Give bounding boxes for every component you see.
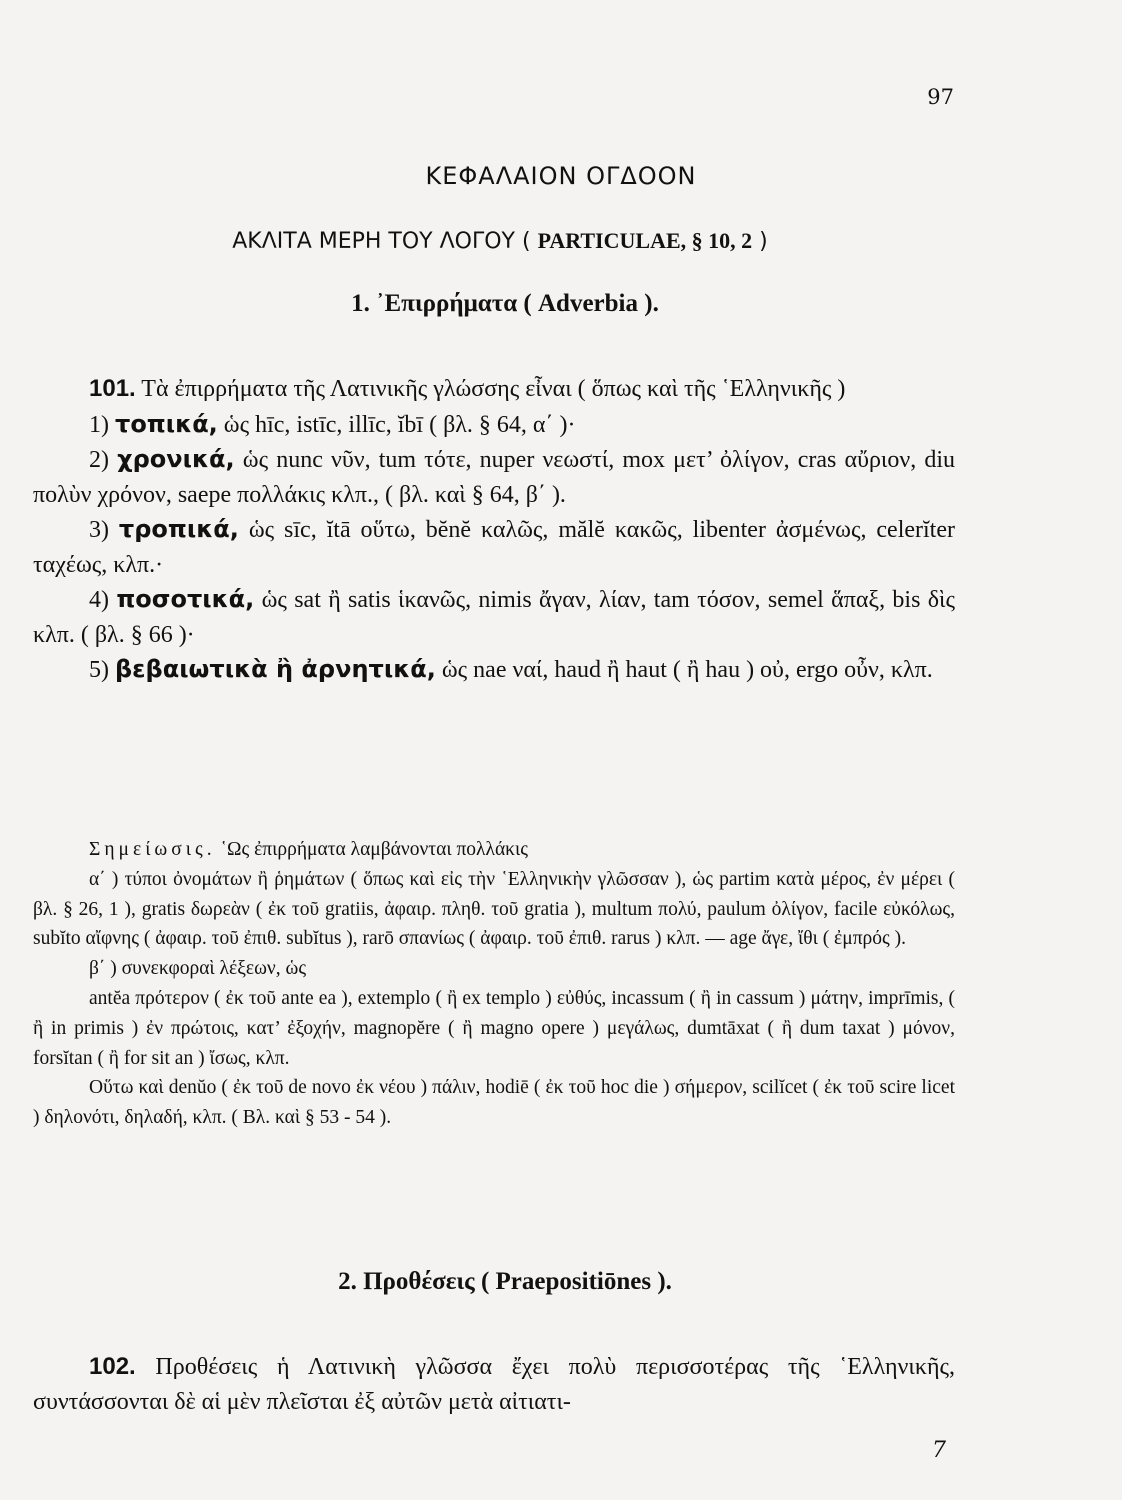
item-5-label: 5) [89, 657, 109, 683]
item-2-text: ὡς nunc νῦν, tum τότε, nuper νεωστί, mox μετ’ ὀλίγον, cras αὔριον, diu πολὺν χρόνον, saepe πολλάκις κλπ., ( βλ. καὶ § 64, β΄ ). [33, 447, 956, 508]
item-2-keyword: χρονικά, [117, 445, 235, 473]
item-3-label: 3) [89, 517, 109, 543]
subtitle-greek: ΑΚΛΙΤΑ ΜΕΡΗ ΤΟΥ ΛΟΓΟΥ ( [232, 229, 531, 254]
p101-intro [33, 372, 955, 407]
list-item-2 [33, 442, 955, 512]
item-1-text: ὡς hīc, istīc, illīc, ĭbī ( βλ. § 64, α΄ )· [223, 411, 576, 438]
item-5-text: ὡς nae ναί, haud ἢ haut ( ἢ hau ) οὐ, ergo οὖν, κλπ. [441, 657, 933, 683]
note-intro-text: ῾Ως ἐπιρρήματα λαμβάνονται πολλάκις [220, 839, 528, 860]
item-5-keyword: βεβαιωτικὰ ἢ ἀρνητικά, [115, 655, 436, 683]
chapter-title: ΚΕΦΑΛΑΙΟΝ ΟΓΔΟΟΝ [425, 162, 697, 190]
note-a: α΄ ) τύποι ὀνομάτων ἢ ῥημάτων ( ὅπως καὶ εἰς τὴν ῾Ελληνικὴν γλῶσσαν ), ὡς partim κατὰ μέρος, ἐν μέρει ( βλ. § 26, 1 ), gratis δωρεὰν ( ἐκ τοῦ gratiis, ἀφαιρ. πληθ. τοῦ gratia ), multum πολύ, paulum ὀλίγον, facile εὐκόλως, subĭto αἴφνης ( ἀφαιρ. τοῦ ἐπιθ. subĭtus ), rarō σπανίως ( ἀφαιρ. τοῦ ἐπιθ. rarus ) κλπ. — age ἄγε, ἴθι ( ἐμπρός ). [33, 868, 955, 950]
item-1-label: 1) [89, 411, 109, 438]
p102-text: Προθέσεις ἡ Λατινικὴ γλῶσσα ἔχει πολὺ περισσοτέρας τῆς ῾Ελληνικῆς, συντάσσονται δὲ αἱ μὲν πλεῖσται ἐξ αὐτῶν μετὰ αἰτιατι- [33, 1354, 956, 1415]
item-3-keyword: τροπικά, [118, 515, 239, 543]
page-number: 97 [927, 85, 954, 109]
p101-number: 101. [89, 375, 136, 402]
note-b: antĕa πρότερον ( ἐκ τοῦ ante ea ), extemplo ( ἢ ex templo ) εὐθύς, incassum ( ἢ in cassum ) μάτην, imprīmis, ( ἢ in primis ) ἐν πρώτοις, κατ’ ἐξοχήν, magnopĕre ( ἢ magno opere ) μεγάλως, dumtāxat ( ἢ dum taxat ) μόνον, forsĭtan ( ἢ for sit an ) ἴσως, κλπ. [33, 987, 955, 1069]
item-2-label: 2) [89, 447, 109, 473]
subtitle-close: ) [759, 229, 768, 254]
section-1-title: 1. ᾿Επιρρήματα ( Adverbia ). [351, 290, 659, 317]
note-b-head: β΄ ) συνεκφοραὶ λέξεων, ὡς [89, 958, 307, 980]
p101-intro-text: Τὰ ἐπιρρήματα τῆς Λατινικῆς γλώσσης εἶναι ( ὅπως καὶ τῆς ῾Ελληνικῆς ) [141, 376, 846, 402]
item-4-text: ὡς sat ἢ satis ἱκανῶς, nimis ἄγαν, λίαν, tam τόσον, semel ἅπαξ, bis δὶς κλπ. ( βλ. § 66 )· [33, 587, 956, 648]
subtitle-latin: PARTICULAE, § 10, 2 [537, 228, 753, 253]
list-item-1 [33, 407, 955, 443]
note-c: Οὕτω καὶ denŭo ( ἐκ τοῦ de novo ἐκ νέου ) πάλιν, hodiē ( ἐκ τοῦ hoc die ) σήμερον, scilĭcet ( ἐκ τοῦ scire licet ) δηλονότι, δηλαδή, κλπ. ( Βλ. καὶ § 53 - 54 ). [33, 1077, 955, 1129]
note-block [33, 835, 955, 1133]
note-label: Σημείωσις. [89, 839, 216, 860]
item-4-label: 4) [89, 587, 109, 613]
paragraph-102 [33, 1350, 955, 1419]
paragraph-101 [33, 372, 955, 688]
note-intro [33, 835, 955, 865]
list-item-5 [33, 652, 955, 688]
p102-number: 102. [89, 1353, 136, 1380]
signature-mark: 7 [932, 1438, 946, 1463]
item-4-keyword: ποσοτικά, [116, 585, 255, 613]
p102-text-line [33, 1350, 955, 1419]
chapter-subtitle [0, 228, 1000, 254]
section-2-title: 2. Προθέσεις ( Praepositiōnes ). [338, 1268, 672, 1295]
item-1-keyword: τοπικά, [115, 409, 218, 438]
list-item-4 [33, 582, 955, 652]
list-item-3 [33, 512, 955, 582]
item-3-text: ὡς sīc, ĭtā οὕτω, bĕnĕ καλῶς, mălĕ κακῶς, libenter ἀσμένως, celerĭter ταχέως, κλπ.· [33, 517, 955, 578]
